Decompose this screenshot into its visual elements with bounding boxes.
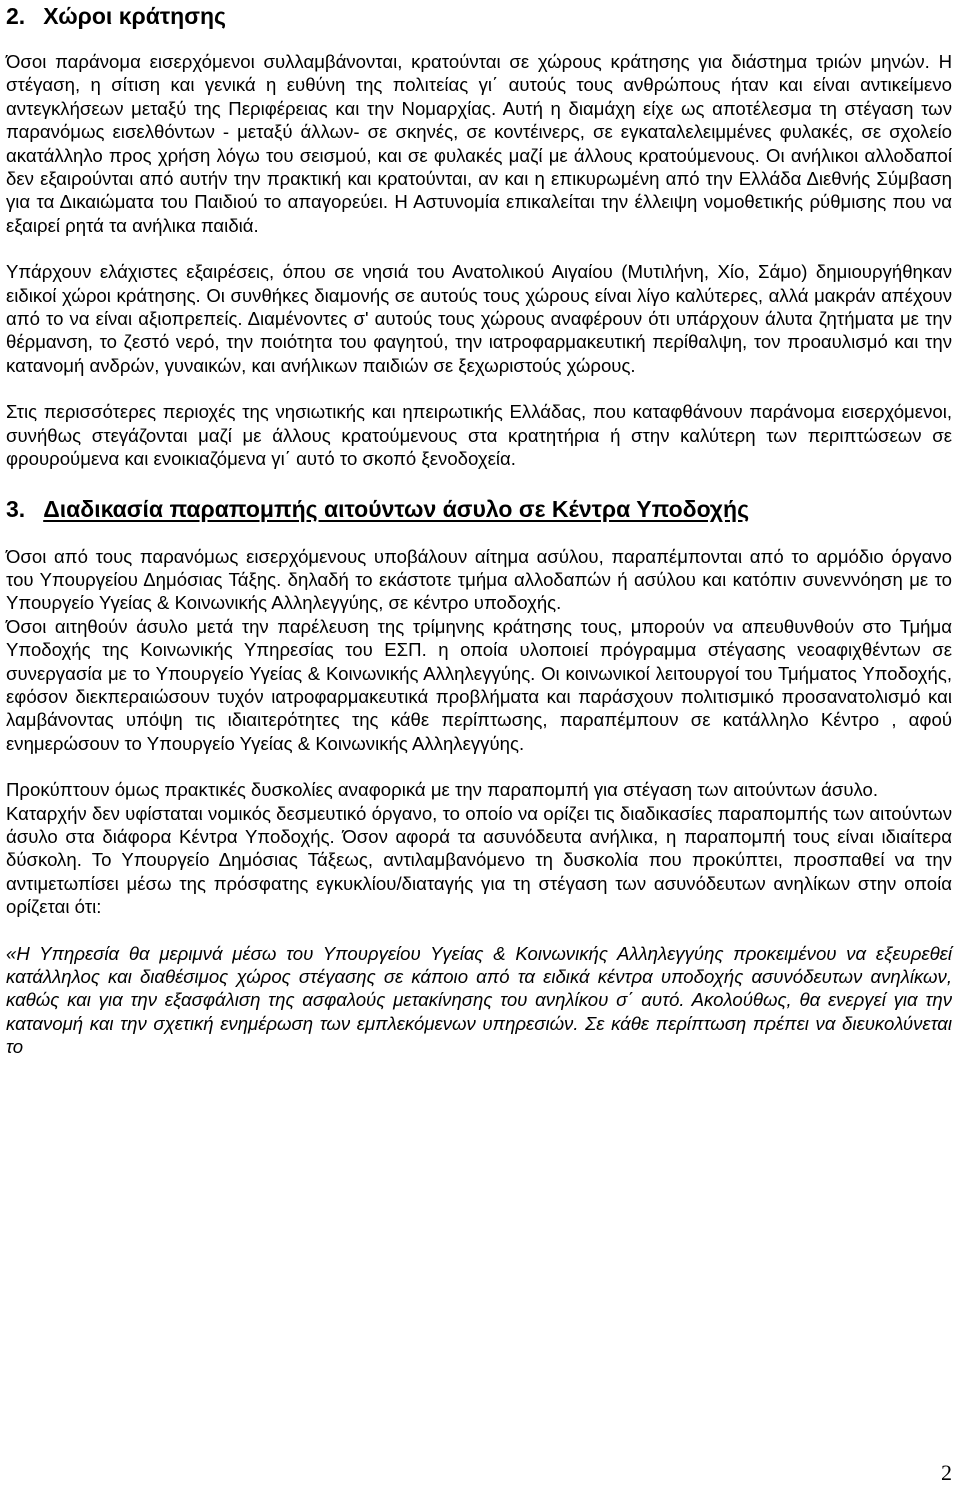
section-3-paragraph-1: Όσοι από τους παρανόμως εισερχόμενους υποβάλουν αίτημα ασύλου, παραπέμπονται από το αρμόδιο όργανο του Υπουργείου Δημόσιας Τάξης. δηλαδή το εκάστοτε τμήμα αλλοδαπών ή ασύλου και κατόπιν συνεννόηση με το Υπουργείο Υγείας & Κοινωνικής Αλληλεγγύης, σε κέντρο υποδοχής. xyxy=(6,545,952,614)
section-2-paragraph-3: Στις περισσότερες περιοχές της νησιωτικής και ηπειρωτικής Ελλάδας, που καταφθάνουν παράνομα εισερχόμενοι, συνήθως στεγάζονται μαζί με άλλους κρατούμενους στα κρατητήρια ή στην καλύτερη των περιπτώσεων σε φρουρούμενα και ενοικιαζόμενα γι΄ αυτό το σκοπό ξενοδοχεία. xyxy=(6,401,952,470)
section-3-heading xyxy=(6,495,952,523)
section-2-title: Χώροι κράτησης xyxy=(43,3,226,29)
section-3-paragraph-3: Προκύπτουν όμως πρακτικές δυσκολίες αναφορικά με την παραπομπή για στέγαση των αιτούντων άσυλο. xyxy=(6,779,879,801)
section-2-paragraph-1: Όσοι παράνομα εισερχόμενοι συλλαμβάνονται, κρατούνται σε χώρους κράτησης για διάστημα τριών μηνών. Η στέγαση, η σίτιση και γενικά η ευθύνη της πολιτείας γι΄ αυτούς τους ανθρώπους ήταν και είναι αντικείμενο αντεγκλήσεων μεταξύ της Περιφέρειας και την Νομαρχίας. Αυτή η διαμάχη είχε ως αποτέλεσμα τη στέγαση των παρανόμως εισελθόντων - μεταξύ άλλων- σε σκηνές, σε κοντέινερς, σε εγκαταλελειμμένες φυλακές, σε σχολείο ακατάλληλο προς χρήση λόγω του σεισμού, και σε φυλακές μαζί με άλλους κρατούμενους. Οι ανήλικοι αλλοδαποί δεν εξαιρούνται από αυτήν την πρακτική και κρατούνται, αν και η επικυρωμένη από την Ελλάδα Διεθνής Σύμβαση για τα Δικαιώματα του Παιδιού το απαγορεύει. Η Αστυνομία επικαλείται την έλλειψη νομοθετικής ρύθμισης που να εξαιρεί ρητά τα ανήλικα παιδιά. xyxy=(6,51,952,236)
section-3-title: Διαδικασία παραπομπής αιτούντων άσυλο σε Κέντρα Υποδοχής xyxy=(43,495,750,522)
section-3-paragraph-4: Καταρχήν δεν υφίσταται νομικός δεσμευτικό όργανο, το οποίο να ορίζει τις διαδικασίες παραπομπής των αιτούντων άσυλο στα διάφορα Κέντρα Υποδοχής. Όσον αφορά τα ασυνόδευτα ανήλικα, η παραπομπή τους είναι ιδιαίτερα δύσκολη. Το Υπουργείο Δημόσιας Τάξεως, αντιλαμβανόμενο τη δυσκολία που προκύπτει, προσπαθεί να την αντιμετωπίσει μέσω της πρόσφατης εγκυκλίου/διαταγής για τη στέγαση των ασυνόδευτων ανηλίκων στην οποία ορίζεται ότι: xyxy=(6,802,952,918)
section-3-quote: «Η Υπηρεσία θα μεριμνά μέσω του Υπουργείου Υγείας & Κοινωνικής Αλληλεγγύης προκειμένου να εξευρεθεί κατάλληλος και διαθέσιμος χώρος στέγασης σε κάποιο από τα ειδικά κέντρα υποδοχής ασυνόδευτων ανηλίκων, καθώς και για την εξασφάλιση της ασφαλούς μετακίνησης του ανηλίκου σ΄ αυτό. Ακολούθως, θα ενεργεί για την κατανομή και την σχετική ενημέρωση των εμπλεκόμενων υπηρεσιών. Σε κάθε περίπτωση πρέπει να διευκολύνεται το xyxy=(6,942,952,1058)
page-number: 2 xyxy=(941,1460,952,1485)
section-2-heading xyxy=(6,2,952,30)
document-body xyxy=(6,0,952,1059)
section-3-number: 3. xyxy=(6,495,26,522)
section-3-paragraph-2: Όσοι αιτηθούν άσυλο μετά την παρέλευση της τρίμηνης κράτησης τους, μπορούν να απευθυνθούν στο Τμήμα Υποδοχής της Κοινωνικής Υπηρεσίας του ΕΣΠ. η οποία υλοποιεί πρόγραμμα στέγασης νεοαφιχθέντων σε συνεργασία με το Υπουργείο Υγείας & Κοινωνικής Αλληλεγγύης. Οι κοινωνικοί λειτουργοί του Τμήματος Υποδοχής, εφόσον διεκπεραιώσουν τυχόν ιατροφαρμακευτικά προβλήματα και παράσχουν πολιτισμικό προσανατολισμό και λαμβάνοντας υπόψη τις ιδιαιτερότητες της κάθε περίπτωσης, παραπέμπουν σε κατάλληλο Κέντρο , αφού ενημερώσουν το Υπουργείο Υγείας & Κοινωνικής Αλληλεγγύης. xyxy=(6,615,952,754)
section-2-number: 2. xyxy=(6,3,26,29)
section-2-paragraph-2: Υπάρχουν ελάχιστες εξαιρέσεις, όπου σε νησιά του Ανατολικού Αιγαίου (Μυτιλήνη, Χίο, Σάμο) δημιουργήθηκαν ειδικοί χώροι κράτησης. Οι συνθήκες διαμονής σε αυτούς τους χώρους είναι λίγο καλύτερες, αλλά μακράν απέχουν από το να είναι αξιοπρεπείς. Διαμένοντες σ' αυτούς τους χώρους αναφέρουν ότι υπάρχουν άλυτα ζητήματα με την θέρμανση, το ζεστό νερό, την ποιότητα του φαγητού, την ιατροφαρμακευτική περίθαλψη, τον προαυλισμό και την κατανομή ανδρών, γυναικών, και ανήλικων παιδιών σε ξεχωριστούς χώρους. xyxy=(6,261,952,376)
